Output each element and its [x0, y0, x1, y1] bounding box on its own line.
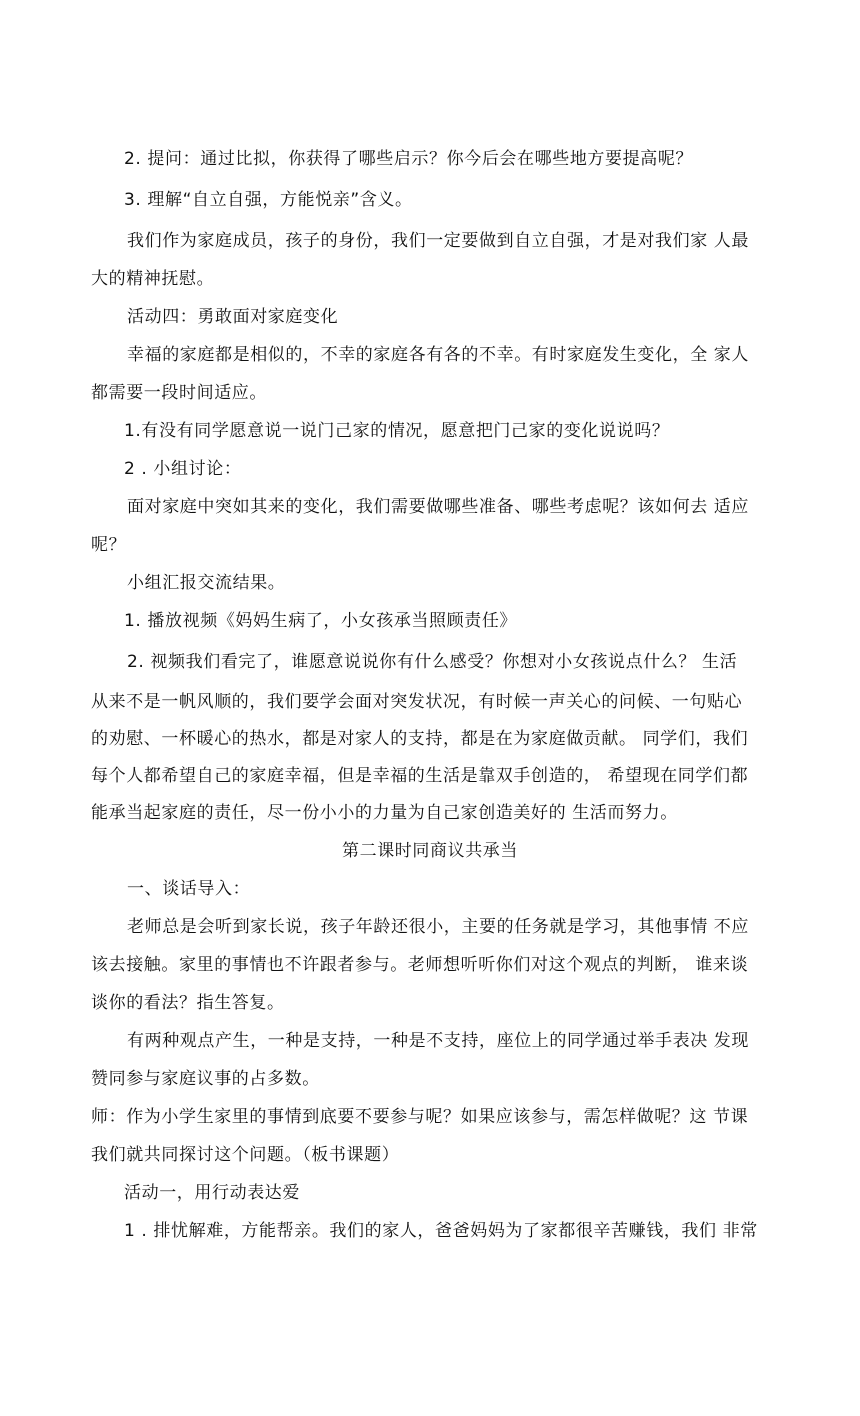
paragraph-line: 大的精神抚慰。 [91, 269, 215, 289]
paragraph-line: 该去接触。家里的事情也不许跟者参与。老师想听听你们对这个观点的判断， 谁来谈 [91, 955, 749, 975]
paragraph-line: 都需要一段时间适应。 [91, 383, 267, 403]
paragraph-line: 谈你的看法？指生答复。 [91, 993, 285, 1013]
paragraph-line: 老师总是会听到家长说，孩子年龄还很小，主要的任务就是学习，其他事情 不应 [127, 917, 750, 937]
list-item: 2 . 小组讨论： [124, 459, 242, 479]
section-heading: 一、谈话导入： [127, 879, 251, 899]
list-item: 1. 播放视频《妈妈生病了，小女孩承当照顾责任》 [124, 611, 518, 631]
list-item: 1.有没有同学愿意说一说门己家的情况，愿意把门己家的变化说说吗？ [124, 421, 670, 441]
paragraph-line: 小组汇报交流结果。 [127, 573, 286, 593]
list-item: 1 . 排忧解难，方能帮亲。我们的家人，爸爸妈妈为了家都很辛苦赚钱，我们 非常 [124, 1221, 758, 1241]
lesson-title: 第二课时同商议共承当 [342, 841, 518, 861]
section-heading: 活动一，用行动表达爱 [124, 1183, 300, 1203]
paragraph-line: 有两种观点产生，一种是支持，一种是不支持，座位上的同学通过举手表决 发现 [127, 1031, 750, 1051]
paragraph-line: 幸福的家庭都是相似的，不幸的家庭各有各的不幸。有时家庭发生变化，全 家人 [127, 345, 750, 365]
question-2-line: 2. 提问：通过比拟，你获得了哪些启示？你今后会在哪些地方要提高呢？ [124, 149, 694, 169]
paragraph-line: 呢？ [91, 535, 127, 555]
paragraph-line: 我们作为家庭成员，孩子的身份，我们一定要做到自立自强，才是对我们家 人最 [127, 231, 750, 251]
paragraph-line: 每个人都希望自己的家庭幸福，但是幸福的生活是靠双手创造的， 希望现在同学们都 [91, 766, 749, 786]
paragraph-line: 我们就共同探讨这个问题。（板书课题） [91, 1145, 400, 1165]
paragraph-line: 从来不是一帆风顺的，我们要学会面对突发状况，有时候一声关心的问候、一句贴心 [91, 692, 743, 712]
paragraph-line: 赞同参与家庭议事的占多数。 [91, 1069, 320, 1089]
list-item: 2. 视频我们看完了，谁愿意说说你有什么感受？你想对小女孩说点什么？ 生活 [127, 652, 738, 672]
section-heading: 活动四：勇敢面对家庭变化 [127, 307, 339, 327]
paragraph-line: 的劝慰、一杯暖心的热水，都是对家人的支持，都是在为家庭做贡献。 同学们，我们 [91, 729, 749, 749]
paragraph-line: 师：作为小学生家里的事情到底要不要参与呢？如果应该参与，需怎样做呢？这 节课 [91, 1107, 749, 1127]
paragraph-line: 能承当起家庭的责任，尽一份小小的力量为自己家创造美好的 生活而努力。 [91, 803, 678, 823]
question-3-line: 3. 理解“自立自强，方能悦亲”含义。 [124, 190, 413, 210]
paragraph-line: 面对家庭中突如其来的变化，我们需要做哪些准备、哪些考虑呢？该如何去 适应 [127, 497, 750, 517]
